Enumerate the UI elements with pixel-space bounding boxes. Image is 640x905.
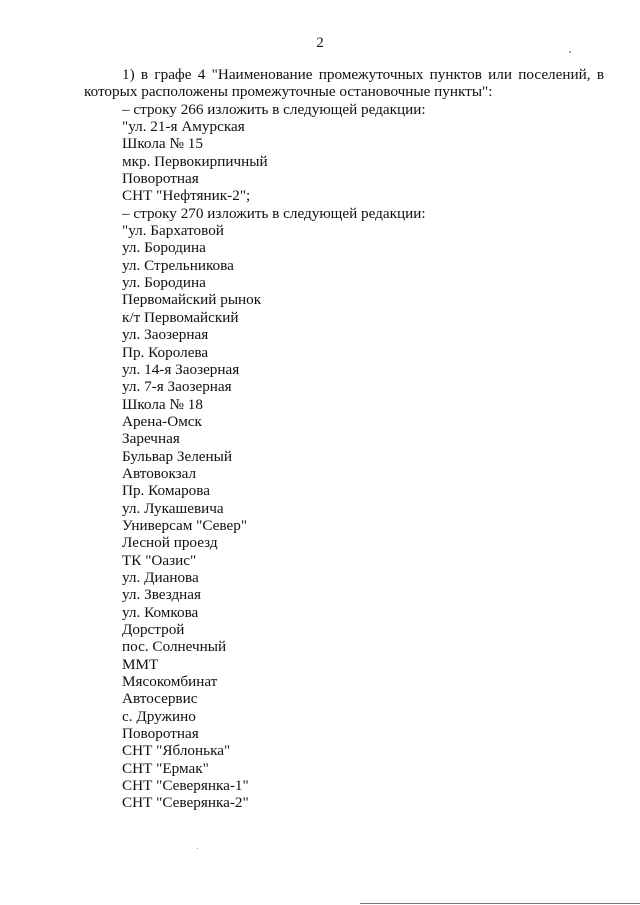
stop-list-item: СНТ "Нефтяник-2"; [122, 187, 251, 205]
stop-list-item: ул. 7-я Заозерная [122, 378, 232, 396]
document-body [84, 66, 604, 812]
stop-list-item: Школа № 18 [122, 395, 203, 413]
item-270-heading: – строку 270 изложить в следующей редакции: [122, 204, 426, 222]
scan-speck [569, 51, 571, 53]
stop-list-item: Автосервис [122, 690, 198, 708]
stop-list-item: СНТ "Ермак" [122, 759, 209, 777]
stop-list-item: "ул. Бархатовой [122, 222, 224, 240]
stop-list-item: ул. Бородина [122, 274, 206, 292]
stop-list-item: с. Дружино [122, 707, 196, 725]
stop-list-item: Дорстрой [122, 621, 185, 638]
stop-list-item: Бульвар Зеленый [122, 447, 233, 465]
stop-list-item: ММТ [122, 655, 159, 673]
stop-list-item: СНТ "Яблонька" [122, 742, 231, 760]
stop-list-item: СНТ "Северянка-2" [122, 794, 249, 812]
stop-list-item: ул. Бородина [122, 239, 206, 257]
stop-list-item: Универсам "Север" [122, 516, 248, 534]
scan-edge-line [360, 903, 640, 904]
stop-list-item: СНТ "Северянка-1" [122, 777, 249, 795]
stop-list-item: Поворотная [122, 725, 199, 743]
stop-list-item: Школа № 15 [122, 135, 203, 153]
stop-list-item: Пр. Комарова [122, 482, 210, 500]
stop-list-item: Первомайский рынок [122, 291, 262, 309]
stop-list-item: Пр. Королева [122, 343, 209, 361]
item-266-stop-list [84, 118, 604, 205]
stop-list-item: к/т Первомайский [122, 308, 239, 326]
stop-list-item: ул. Комкова [122, 603, 199, 621]
stop-list-item: "ул. 21-я Амурская [122, 118, 245, 136]
stop-list-item: ул. Звездная [122, 586, 202, 604]
intro-paragraph: 1) в графе 4 "Наименование промежуточных пунктов или поселений, в которых расположены промежуточные остановочные пункты": [84, 66, 604, 101]
stop-list-item: ТК "Оазис" [122, 551, 197, 569]
stop-list-item: ул. Лукашевича [122, 499, 224, 517]
scan-speck [197, 848, 198, 849]
item-266-heading: – строку 266 изложить в следующей редакции: [122, 100, 426, 118]
stop-list-item: Заречная [122, 430, 180, 448]
stop-list-item: мкр. Первокирпичный [122, 152, 268, 170]
stop-list-item: ул. 14-я Заозерная [122, 360, 240, 378]
stop-list-item: Лесной проезд [122, 534, 218, 552]
stop-list-item: ул. Дианова [122, 568, 199, 586]
stop-list-item: пос. Солнечный [122, 638, 227, 656]
item-270-stop-list [84, 222, 604, 812]
stop-list-item: Автовокзал [122, 464, 197, 482]
stop-list-item: ул. Стрельникова [122, 256, 234, 274]
stop-list-item: ул. Заозерная [122, 326, 209, 344]
stop-list-item: Арена-Омск [122, 412, 202, 430]
stop-list-item: Мясокомбинат [122, 673, 218, 691]
stop-list-item: Поворотная [122, 170, 199, 188]
page-number: 2 [316, 35, 324, 51]
